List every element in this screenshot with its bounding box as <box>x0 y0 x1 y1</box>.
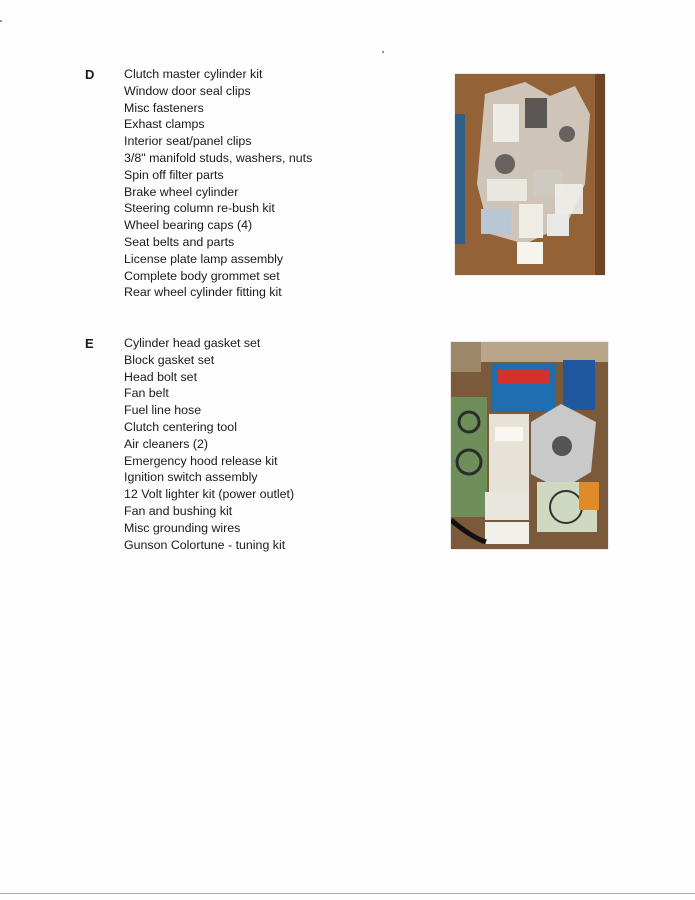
list-item: Cylinder head gasket set <box>124 336 261 350</box>
list-item: Interior seat/panel clips <box>124 134 252 149</box>
list-item: Air cleaners (2) <box>124 436 209 451</box>
scan-speck <box>0 20 2 22</box>
list-item: Spin off filter parts <box>124 167 224 182</box>
list-item: Misc fasteners <box>124 100 204 115</box>
list-item: Seat belts and parts <box>124 234 235 249</box>
list-item: Block gasket set <box>124 352 215 367</box>
page-bottom-edge <box>0 893 695 894</box>
list-item: Head bolt set <box>124 369 198 384</box>
parts-photo-d <box>455 74 605 275</box>
list-item: Fan belt <box>124 386 169 401</box>
parts-list <box>124 66 312 301</box>
list-item: Exhast clamps <box>124 117 205 132</box>
list-item: Fan and bushing kit <box>124 503 233 518</box>
section-letter: D <box>85 67 95 82</box>
list-item: 12 Volt lighter kit (power outlet) <box>124 487 295 502</box>
parts-photo-e <box>451 342 608 549</box>
parts-list <box>124 335 294 553</box>
scan-speck <box>382 51 384 53</box>
list-item: Ignition switch assembly <box>124 470 258 485</box>
list-item: 3/8" manifold studs, washers, nuts <box>124 150 313 165</box>
list-item: Complete body grommet set <box>124 268 280 283</box>
parts-photo-e-image <box>451 342 608 549</box>
list-item: Wheel bearing caps (4) <box>124 218 253 233</box>
section-letter: E <box>85 336 94 351</box>
list-item: License plate lamp assembly <box>124 251 284 266</box>
list-item: Fuel line hose <box>124 403 202 418</box>
list-item: Misc grounding wires <box>124 520 241 535</box>
list-item: Gunson Colortune - tuning kit <box>124 537 286 552</box>
list-item: Brake wheel cylinder <box>124 184 239 199</box>
list-item: Rear wheel cylinder fitting kit <box>124 285 282 300</box>
parts-photo-d-image <box>455 74 605 275</box>
list-item: Emergency hood release kit <box>124 453 278 468</box>
list-item: Window door seal clips <box>124 83 251 98</box>
list-item: Clutch centering tool <box>124 419 237 434</box>
list-item: Steering column re-bush kit <box>124 201 275 216</box>
list-item: Clutch master cylinder kit <box>124 67 263 81</box>
